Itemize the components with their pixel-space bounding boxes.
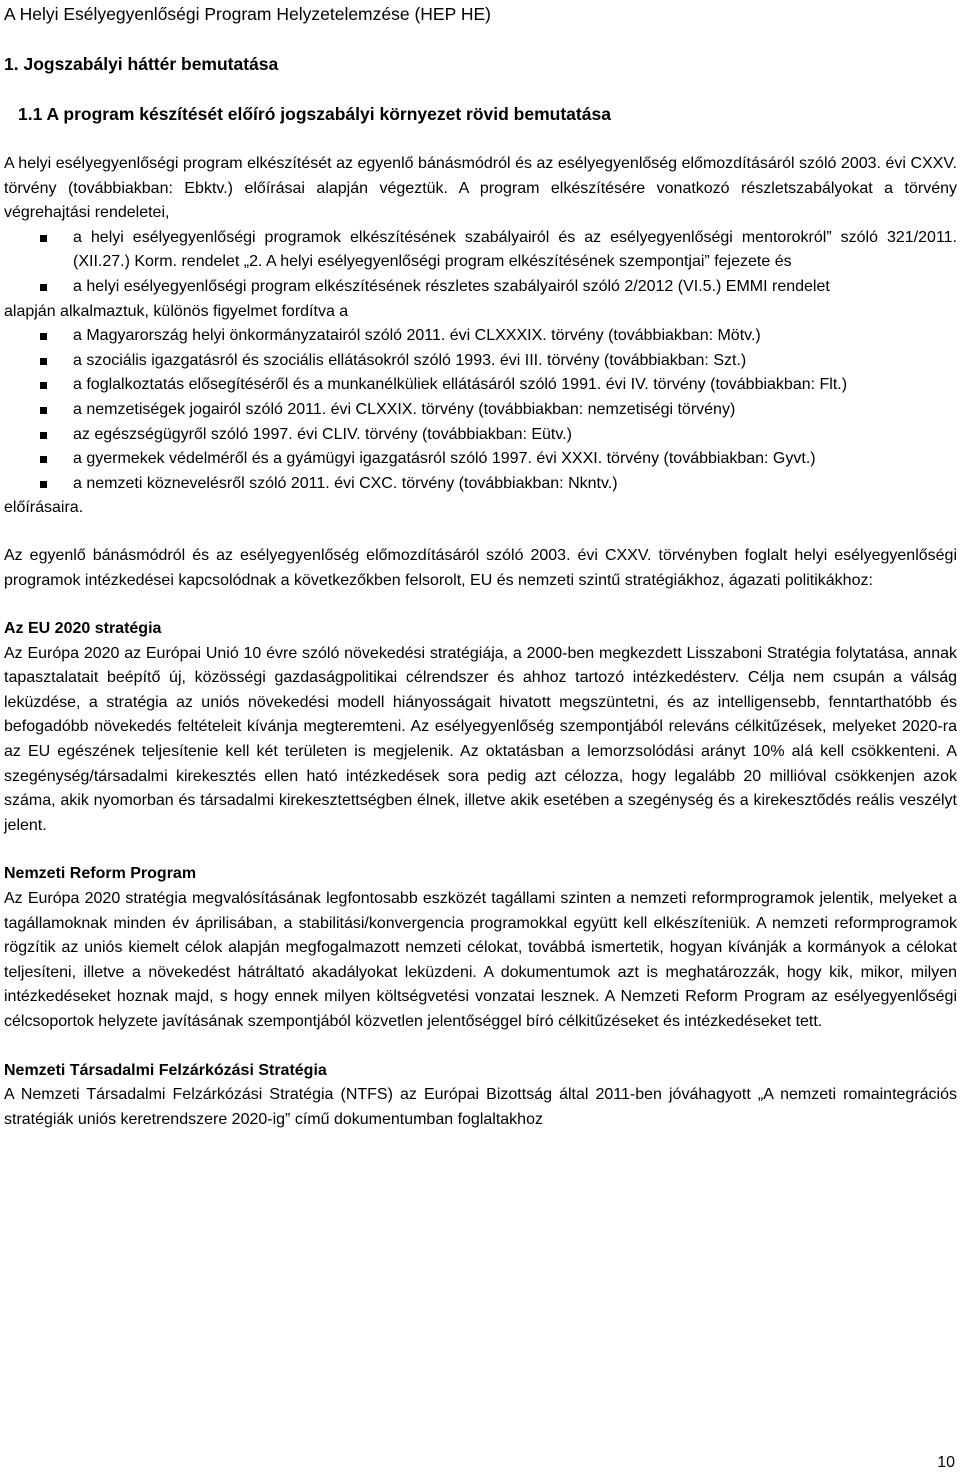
- eu2020-heading: Az EU 2020 stratégia: [4, 620, 162, 638]
- square-bullet-icon: [40, 407, 47, 414]
- square-bullet-icon: [40, 481, 47, 488]
- ntfs-heading: Nemzeti Társadalmi Felzárkózási Stratégia: [4, 1061, 327, 1079]
- list-item-text: a Magyarország helyi önkormányzatairól szóló 2011. évi CLXXXIX. törvény (továbbiakban: Mötv.): [73, 327, 761, 345]
- square-bullet-icon: [40, 382, 47, 389]
- rules-list: [4, 226, 957, 300]
- list-item: [4, 423, 957, 448]
- document-header-title: A Helyi Esélyegyenlőségi Program Helyzetelemzése (HEP HE): [4, 4, 491, 24]
- list-item: [4, 324, 957, 349]
- list-item: [4, 275, 957, 300]
- section-1-heading: 1. Jogszabályi háttér bemutatása: [4, 54, 279, 74]
- list-item-text: a helyi esélyegyenlőségi programok elkészítésének szabályairól és az esélyegyenlőségi mentorokról” szóló 321/2011. (XII.27.) Korm. rendelet „2. A helyi esélyegyenlőségi program elkészítésének szempontjai” fejezete és: [73, 228, 957, 271]
- list-item-text: a gyermekek védelméről és a gyámügyi igazgatásról szóló 1997. évi XXXI. törvény (továbbiakban: Gyvt.): [73, 450, 816, 468]
- square-bullet-icon: [40, 456, 47, 463]
- list-item: [4, 349, 957, 374]
- intro-paragraph: A helyi esélyegyenlőségi program elkészítését az egyenlő bánásmódról és az esélyegyenlőség előmozdításáról szóló 2003. évi CXXV. törvény (továbbiakban: Ebktv.) előírásai alapján végeztük. A program elkészítésére vonatkozó részletszabályokat a törvény végrehajtási rendeletei,: [4, 155, 957, 222]
- square-bullet-icon: [40, 284, 47, 291]
- list-item: [4, 226, 957, 275]
- square-bullet-icon: [40, 358, 47, 365]
- square-bullet-icon: [40, 235, 47, 242]
- list-item: [4, 472, 957, 497]
- nrp-heading: Nemzeti Reform Program: [4, 865, 197, 883]
- page-number: 10: [937, 1454, 955, 1471]
- eu2020-paragraph: Az Európa 2020 az Európai Unió 10 évre szóló növekedési stratégiája, a 2000-ben megkezdett Lisszaboni Stratégia folytatása, annak tapasztalatait beépítő új, közösségi gazdaságpolitikai célrendszer és ahhoz tartozó intézkedésterv. Célja nem csupán a válság leküzdése, a stratégia az uniós növekedési modell hiányosságait hivatott megszüntetni, és az intelligensebb, fenntarthatóbb és befogadóbb növekedés feltételeit kívánja megteremteni. Az esélyegyenlőség szempontjából releváns célkitűzések, melyeket 2020-ra az EU egészének teljesítenie kell két területen is megjelenik. Az oktatásban a lemorzsolódási arányt 10% alá kell csökkenteni. A szegénység/társadalmi kirekesztés ellen ható intézkedések sora pedig azt célozza, hogy legalább 20 millióval csökkenjen azok száma, akik nyomorban és társadalmi kirekesztettségben élnek, illetve akik esetében a szegénység és a kirekesztődés reális veszélyt jelent.: [4, 644, 957, 834]
- nrp-paragraph: Az Európa 2020 stratégia megvalósításának legfontosabb eszközét tagállami szinten a nemzeti reformprogramok jelentik, melyeket a tagállamoknak minden év áprilisában, a stabilitási/konvergencia programokkal együtt kell elkészíteniük. A nemzeti reformprogramok rögzítik az uniós kiemelt célok alapján megfogalmazott nemzeti célokat, továbbá ismertetik, hogyan kívánják a kormányok a célokat teljesíteni, illetve a növekedést hátráltató akadályokat leküzdeni. A dokumentumok azt is meghatározzák, hogy kik, mikor, milyen intézkedéseket hoznak majd, s hogy ennek milyen költségvetési vonzatai lesznek. A Nemzeti Reform Program az esélyegyenlőségi célcsoportok helyzete javításának szempontjából közvetlen jelentőséggel bíró célkitűzéseket és intézkedéseket tett.: [4, 890, 957, 1030]
- strategy-paragraph: Az egyenlő bánásmódról és az esélyegyenlőség előmozdításáról szóló 2003. évi CXXV. törvényben foglalt helyi esélyegyenlőségi programok intézkedései kapcsolódnak a következőkben felsorolt, EU és nemzeti szintű stratégiákhoz, ágazati politikákhoz:: [4, 546, 957, 589]
- laws-intro-text: alapján alkalmaztuk, különös figyelmet fordítva a: [4, 302, 349, 320]
- laws-list: [4, 324, 957, 496]
- list-item-text: az egészségügyről szóló 1997. évi CLIV. törvény (továbbiakban: Eütv.): [73, 425, 572, 443]
- list-item: [4, 447, 957, 472]
- list-item-text: a nemzeti köznevelésről szóló 2011. évi CXC. törvény (továbbiakban: Nkntv.): [73, 474, 618, 492]
- list-item-text: a helyi esélyegyenlőségi program elkészítésének részletes szabályairól szóló 2/2012 (VI.5.) EMMI rendelet: [73, 277, 830, 295]
- document-page: [4, 0, 957, 1132]
- list-item-text: a nemzetiségek jogairól szóló 2011. évi CLXXIX. törvény (továbbiakban: nemzetiségi törvény): [73, 400, 736, 418]
- list-item-text: a szociális igazgatásról és szociális ellátásokról szóló 1993. évi III. törvény (továbbiakban: Szt.): [73, 351, 747, 369]
- square-bullet-icon: [40, 432, 47, 439]
- list-item: [4, 373, 957, 398]
- laws-outro-text: előírásaira.: [4, 499, 84, 517]
- square-bullet-icon: [40, 333, 47, 340]
- ntfs-paragraph: A Nemzeti Társadalmi Felzárkózási Stratégia (NTFS) az Európai Bizottság által 2011-ben jóváhagyott „A nemzeti romaintegrációs stratégiák uniós keretrendszere 2020-ig” című dokumentumban foglaltakhoz: [4, 1086, 957, 1128]
- list-item: [4, 398, 957, 423]
- list-item-text: a foglalkoztatás elősegítéséről és a munkanélküliek ellátásáról szóló 1991. évi IV. törvény (továbbiakban: Flt.): [73, 376, 848, 394]
- section-1-1-heading: 1.1 A program készítését előíró jogszabályi környezet rövid bemutatása: [18, 104, 611, 124]
